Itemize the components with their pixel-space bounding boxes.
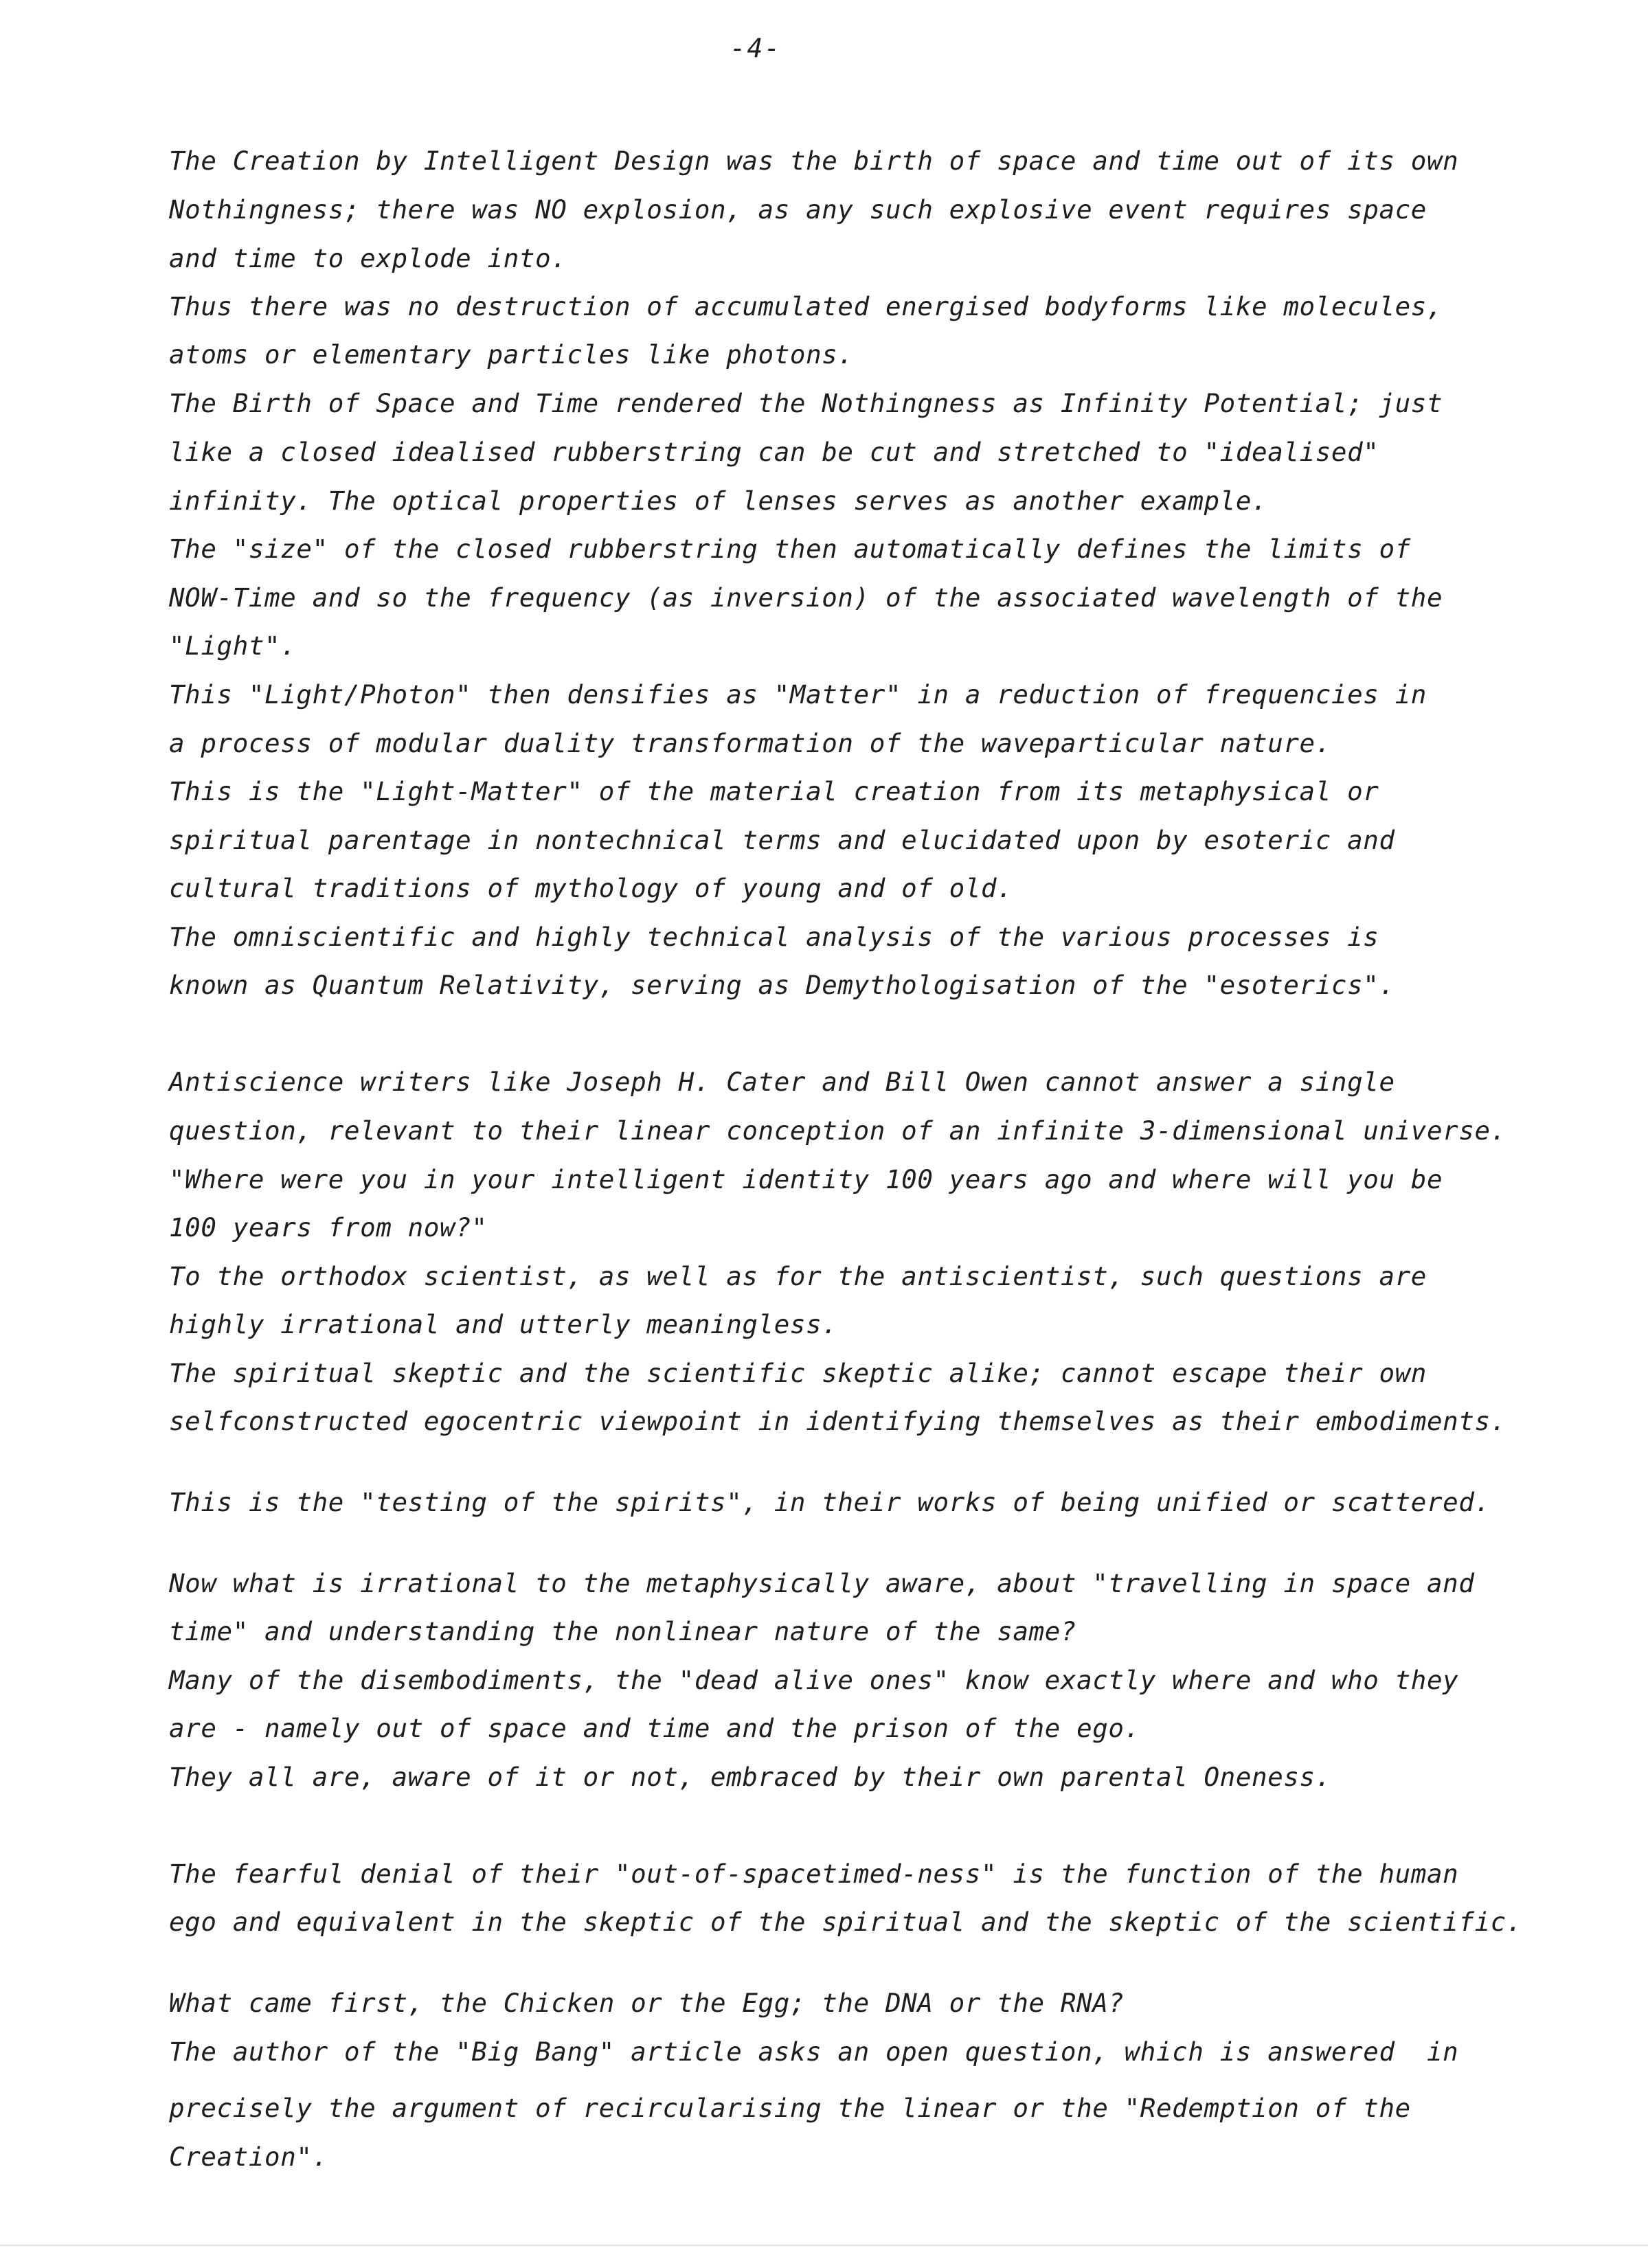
text-line: Nothingness; there was NO explosion, as any such explosive event requires space <box>169 194 1427 225</box>
text-line: a process of modular duality transformation of the waveparticular nature. <box>169 728 1331 758</box>
text-line: ego and equivalent in the skeptic of the spiritual and the skeptic of the scientific. <box>169 1907 1523 1937</box>
text-line: atoms or elementary particles like photons. <box>169 339 854 370</box>
text-line: This is the "testing of the spirits", in their works of being unified or scattered. <box>169 1487 1491 1517</box>
text-line: Creation". <box>169 2142 328 2172</box>
text-line: are - namely out of space and time and the prison of the ego. <box>169 1713 1140 1743</box>
text-line: To the orthodox scientist, as well as for the antiscientist, such questions are <box>169 1261 1427 1291</box>
text-line: spiritual parentage in nontechnical terms and elucidated upon by esoteric and <box>169 825 1395 855</box>
text-line: infinity. The optical properties of lenses serves as another example. <box>169 486 1268 516</box>
text-line: like a closed idealised rubberstring can be cut and stretched to "idealised" <box>169 437 1379 467</box>
text-line: "Where were you in your intelligent identity 100 years ago and where will you be <box>169 1164 1443 1194</box>
text-line: The fearful denial of their "out-of-spacetimed-ness" is the function of the human <box>169 1859 1459 1889</box>
text-line: The Creation by Intelligent Design was the birth of space and time out of its own <box>169 146 1459 176</box>
text-line: Thus there was no destruction of accumulated energised bodyforms like molecules, <box>169 291 1443 321</box>
text-line: selfconstructed egocentric viewpoint in identifying themselves as their embodiments. <box>169 1406 1506 1436</box>
text-line: The omniscientific and highly technical analysis of the various processes is <box>169 922 1379 952</box>
text-line: 100 years from now?" <box>169 1212 488 1243</box>
text-line: NOW-Time and so the frequency (as inversion) of the associated wavelength of the <box>169 582 1443 613</box>
text-line: cultural traditions of mythology of young and of old. <box>169 873 1013 903</box>
text-line: precisely the argument of recircularising the linear or the "Redemption of the <box>169 2093 1411 2123</box>
text-line: "Light". <box>169 631 297 661</box>
text-line: question, relevant to their linear conception of an infinite 3-dimensional universe. <box>169 1115 1506 1146</box>
text-line: This "Light/Photon" then densifies as "Matter" in a reduction of frequencies in <box>169 679 1427 710</box>
text-line: Many of the disembodiments, the "dead alive ones" know exactly where and who they <box>169 1665 1459 1695</box>
text-line: and time to explode into. <box>169 243 567 273</box>
text-line: The "size" of the closed rubberstring then automatically defines the limits of <box>169 534 1411 564</box>
text-line: They all are, aware of it or not, embraced by their own parental Oneness. <box>169 1762 1331 1792</box>
text-line: time" and understanding the nonlinear nature of the same? <box>169 1616 1077 1646</box>
page-bottom-edge <box>0 2245 1648 2246</box>
text-line: The spiritual skeptic and the scientific skeptic alike; cannot escape their own <box>169 1358 1427 1388</box>
text-line: The Birth of Space and Time rendered the Nothingness as Infinity Potential; just <box>169 388 1443 418</box>
text-line: highly irrational and utterly meaningless. <box>169 1309 838 1339</box>
text-line: What came first, the Chicken or the Egg; the DNA or the RNA? <box>169 1988 1125 2018</box>
text-line: Now what is irrational to the metaphysically aware, about "travelling in space and <box>169 1568 1475 1598</box>
page-number: -4- <box>730 33 782 63</box>
text-line: This is the "Light-Matter" of the material creation from its metaphysical or <box>169 776 1379 806</box>
text-line: known as Quantum Relativity, serving as Demythologisation of the "esoterics". <box>169 970 1395 1000</box>
text-line: Antiscience writers like Joseph H. Cater and Bill Owen cannot answer a single <box>169 1067 1395 1097</box>
text-line: The author of the "Big Bang" article asks an open question, which is answered in <box>169 2037 1459 2067</box>
